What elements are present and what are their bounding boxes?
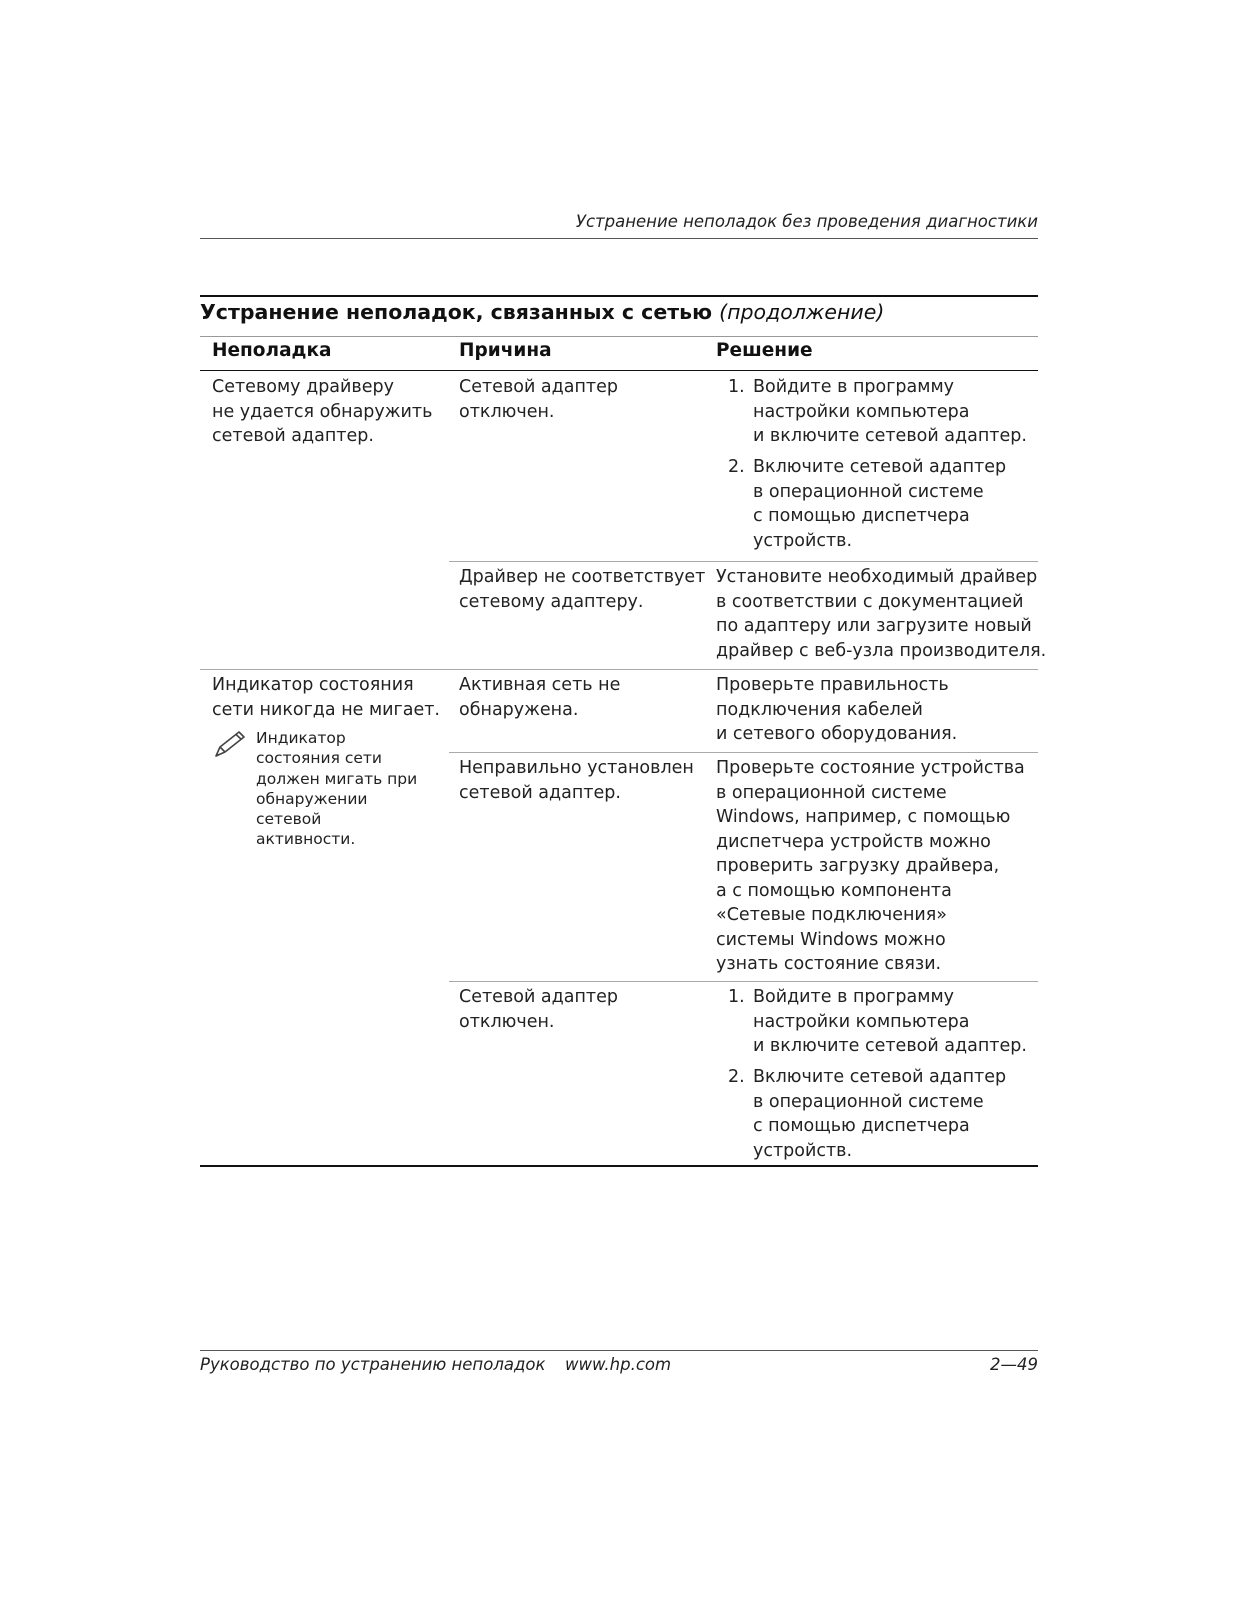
sub-row-divider (449, 561, 1038, 562)
title-rule (200, 336, 1038, 337)
sub-row-divider (449, 981, 1038, 982)
cause-cell: Сетевой адаптер отключен. (459, 987, 618, 1032)
column-header-problem: Неполадка (212, 340, 332, 361)
cause-cell: Драйвер не соответствует сетевому адаптеру. (459, 567, 706, 612)
table-top-rule (200, 295, 1038, 297)
note-pencil-icon (210, 728, 250, 764)
cause-cell: Неправильно установлен сетевой адаптер. (459, 758, 694, 803)
footer-manual-title: Руководство по устранению неполадок (200, 1355, 546, 1374)
footer-rule (200, 1350, 1038, 1351)
table-bottom-rule (200, 1165, 1038, 1167)
note-text: Индикатор состояния сети должен мигать при обнаружении сетевой активности. (256, 729, 418, 849)
solution-cell: Установите необходимый драйвер в соответствии с документацией по адаптеру или загрузите новый драйвер с веб-узла производителя. (716, 567, 1047, 661)
problem-cell: Сетевому драйверу не удается обнаружить сетевой адаптер. (212, 377, 433, 446)
cause-cell: Сетевой адаптер отключен. (459, 377, 618, 422)
column-header-solution: Решение (716, 340, 813, 361)
cause-cell: Активная сеть не обнаружена. (459, 675, 621, 720)
table-title (200, 300, 1038, 324)
row-divider (200, 669, 1038, 670)
column-header-rule (200, 370, 1038, 371)
table-title-continued: (продолжение) (719, 300, 885, 324)
solution-cell: Проверьте состояние устройства в операционной системе Windows, например, с помощью диспетчера устройств можно проверить загрузку драйвера, а с помощью компонента «Сетевые подключения» системы Windows можно узнать состояние связи. (716, 758, 1025, 974)
footer-page-number: 2—49 (990, 1355, 1038, 1374)
running-header: Устранение неполадок без проведения диагностики (575, 212, 1038, 231)
footer-url: www.hp.com (565, 1355, 672, 1374)
solution-cell: Проверьте правильность подключения кабелей и сетевого оборудования. (716, 675, 958, 744)
sub-row-divider (449, 752, 1038, 753)
table-title-text: Устранение неполадок, связанных с сетью (200, 300, 712, 324)
header-rule (200, 238, 1038, 239)
column-header-cause: Причина (459, 340, 552, 361)
problem-cell: Индикатор состояния сети никогда не мигает. (212, 675, 440, 720)
